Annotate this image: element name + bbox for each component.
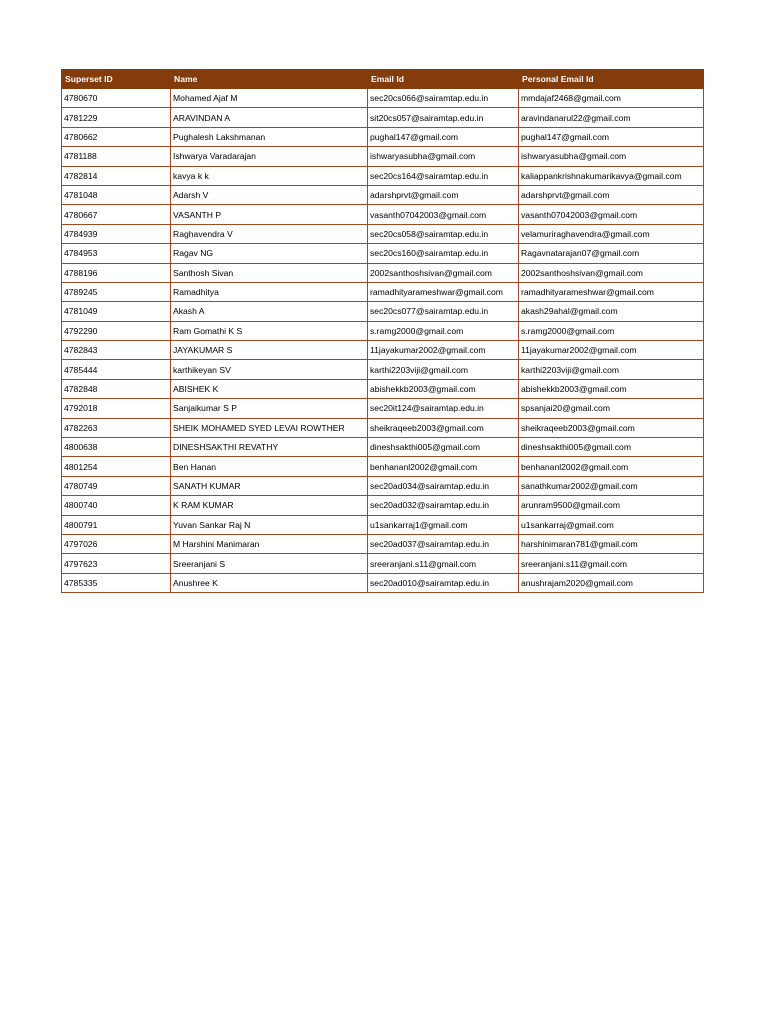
cell-email-id: sreeranjani.s11@gmail.com — [368, 554, 519, 573]
header-row — [62, 70, 704, 89]
table-row — [62, 205, 704, 224]
table-row — [62, 554, 704, 573]
cell-personal-email-id: pughal147@gmail.com — [519, 127, 704, 146]
table-row — [62, 244, 704, 263]
cell-email-id: abishekkb2003@gmail.com — [368, 379, 519, 398]
table-row — [62, 282, 704, 301]
cell-name: Akash A — [171, 302, 368, 321]
cell-personal-email-id: ishwaryasubha@gmail.com — [519, 147, 704, 166]
cell-superset-id: 4785444 — [62, 360, 171, 379]
cell-email-id: 2002santhoshsivan@gmail.com — [368, 263, 519, 282]
table-row — [62, 573, 704, 592]
table-row — [62, 457, 704, 476]
cell-superset-id: 4780667 — [62, 205, 171, 224]
cell-name: Raghavendra V — [171, 224, 368, 243]
cell-personal-email-id: adarshprvt@gmail.com — [519, 185, 704, 204]
cell-name: VASANTH P — [171, 205, 368, 224]
cell-personal-email-id: spsanjai20@gmail.com — [519, 399, 704, 418]
cell-superset-id: 4782263 — [62, 418, 171, 437]
table-row — [62, 185, 704, 204]
cell-name: K RAM KUMAR — [171, 496, 368, 515]
cell-name: Mohamed Ajaf M — [171, 89, 368, 108]
cell-email-id: sec20ad037@sairamtap.edu.in — [368, 534, 519, 553]
table-row — [62, 224, 704, 243]
cell-personal-email-id: velamuriraghavendra@gmail.com — [519, 224, 704, 243]
cell-personal-email-id: akash29ahal@gmail.com — [519, 302, 704, 321]
cell-personal-email-id: vasanth07042003@gmail.com — [519, 205, 704, 224]
cell-email-id: sec20cs077@sairamtap.edu.in — [368, 302, 519, 321]
cell-superset-id: 4784953 — [62, 244, 171, 263]
cell-name: Pughalesh Lakshmanan — [171, 127, 368, 146]
cell-name: SANATH KUMAR — [171, 476, 368, 495]
cell-name: Sreeranjani S — [171, 554, 368, 573]
cell-name: ARAVINDAN A — [171, 108, 368, 127]
cell-superset-id: 4785335 — [62, 573, 171, 592]
cell-superset-id: 4780749 — [62, 476, 171, 495]
cell-personal-email-id: ramadhityarameshwar@gmail.com — [519, 282, 704, 301]
cell-name: DINESHSAKTHI REVATHY — [171, 438, 368, 457]
cell-personal-email-id: 2002santhoshsivan@gmail.com — [519, 263, 704, 282]
cell-superset-id: 4782814 — [62, 166, 171, 185]
cell-personal-email-id: 11jayakumar2002@gmail.com — [519, 341, 704, 360]
table-row — [62, 89, 704, 108]
cell-personal-email-id: sanathkumar2002@gmail.com — [519, 476, 704, 495]
cell-personal-email-id: mmdajaf2468@gmail.com — [519, 89, 704, 108]
cell-name: Ben Hanan — [171, 457, 368, 476]
cell-personal-email-id: dineshsakthi005@gmail.com — [519, 438, 704, 457]
cell-superset-id: 4800638 — [62, 438, 171, 457]
table-row — [62, 515, 704, 534]
table-row — [62, 360, 704, 379]
cell-email-id: sec20cs058@sairamtap.edu.in — [368, 224, 519, 243]
cell-email-id: karthi2203viji@gmail.com — [368, 360, 519, 379]
cell-personal-email-id: benhananl2002@gmail.com — [519, 457, 704, 476]
cell-personal-email-id: arunram9500@gmail.com — [519, 496, 704, 515]
cell-name: SHEIK MOHAMED SYED LEVAI ROWTHER — [171, 418, 368, 437]
cell-personal-email-id: Ragavnatarajan07@gmail.com — [519, 244, 704, 263]
cell-personal-email-id: aravindanarul22@gmail.com — [519, 108, 704, 127]
cell-superset-id: 4800791 — [62, 515, 171, 534]
table-row — [62, 438, 704, 457]
cell-email-id: sec20ad032@sairamtap.edu.in — [368, 496, 519, 515]
table-row — [62, 147, 704, 166]
column-header-superset-id: Superset ID — [62, 70, 171, 89]
cell-name: Santhosh Sivan — [171, 263, 368, 282]
table-row — [62, 166, 704, 185]
cell-superset-id: 4784939 — [62, 224, 171, 243]
cell-name: Ishwarya Varadarajan — [171, 147, 368, 166]
cell-superset-id: 4800740 — [62, 496, 171, 515]
cell-name: Sanjaikumar S P — [171, 399, 368, 418]
cell-personal-email-id: u1sankarraj@gmail.com — [519, 515, 704, 534]
table-row — [62, 263, 704, 282]
cell-superset-id: 4788196 — [62, 263, 171, 282]
table-header — [62, 70, 704, 89]
table-row — [62, 534, 704, 553]
cell-personal-email-id: sheikraqeeb2003@gmail.com — [519, 418, 704, 437]
cell-email-id: sec20cs066@sairamtap.edu.in — [368, 89, 519, 108]
cell-email-id: sec20it124@sairamtap.edu.in — [368, 399, 519, 418]
cell-superset-id: 4781048 — [62, 185, 171, 204]
cell-personal-email-id: kaliappankrishnakumarikavya@gmail.com — [519, 166, 704, 185]
table-row — [62, 127, 704, 146]
column-header-email-id: Email Id — [368, 70, 519, 89]
table-row — [62, 108, 704, 127]
cell-name: Anushree K — [171, 573, 368, 592]
cell-email-id: sec20ad010@sairamtap.edu.in — [368, 573, 519, 592]
cell-name: Yuvan Sankar Raj N — [171, 515, 368, 534]
table-row — [62, 476, 704, 495]
cell-personal-email-id: sreeranjani.s11@gmail.com — [519, 554, 704, 573]
cell-personal-email-id: harshinimaran781@gmail.com — [519, 534, 704, 553]
cell-superset-id: 4797623 — [62, 554, 171, 573]
table-row — [62, 321, 704, 340]
cell-superset-id: 4792290 — [62, 321, 171, 340]
column-header-name: Name — [171, 70, 368, 89]
cell-superset-id: 4789245 — [62, 282, 171, 301]
cell-email-id: ramadhityarameshwar@gmail.com — [368, 282, 519, 301]
cell-email-id: adarshprvt@gmail.com — [368, 185, 519, 204]
table-body — [62, 89, 704, 593]
cell-name: karthikeyan SV — [171, 360, 368, 379]
cell-superset-id: 4801254 — [62, 457, 171, 476]
cell-email-id: u1sankarraj1@gmail.com — [368, 515, 519, 534]
table-row — [62, 302, 704, 321]
table-row — [62, 379, 704, 398]
cell-name: kavya k k — [171, 166, 368, 185]
cell-email-id: s.ramg2000@gmail.com — [368, 321, 519, 340]
cell-name: M Harshini Manimaran — [171, 534, 368, 553]
cell-superset-id: 4780662 — [62, 127, 171, 146]
cell-name: Ram Gomathi K S — [171, 321, 368, 340]
cell-email-id: benhananl2002@gmail.com — [368, 457, 519, 476]
cell-superset-id: 4780670 — [62, 89, 171, 108]
student-email-table — [61, 69, 704, 593]
cell-name: JAYAKUMAR S — [171, 341, 368, 360]
cell-personal-email-id: abishekkb2003@gmail.com — [519, 379, 704, 398]
table-row — [62, 399, 704, 418]
cell-superset-id: 4782848 — [62, 379, 171, 398]
cell-name: Ramadhitya — [171, 282, 368, 301]
cell-email-id: 11jayakumar2002@gmail.com — [368, 341, 519, 360]
cell-email-id: dineshsakthi005@gmail.com — [368, 438, 519, 457]
cell-superset-id: 4781229 — [62, 108, 171, 127]
column-header-personal-email-id: Personal Email Id — [519, 70, 704, 89]
cell-superset-id: 4792018 — [62, 399, 171, 418]
table-row — [62, 418, 704, 437]
cell-superset-id: 4797026 — [62, 534, 171, 553]
cell-name: Adarsh V — [171, 185, 368, 204]
table-row — [62, 341, 704, 360]
cell-email-id: sit20cs057@sairamtap.edu.in — [368, 108, 519, 127]
cell-email-id: sheikraqeeb2003@gmail.com — [368, 418, 519, 437]
cell-email-id: sec20cs164@sairamtap.edu.in — [368, 166, 519, 185]
cell-personal-email-id: anushrajam2020@gmail.com — [519, 573, 704, 592]
cell-name: ABISHEK K — [171, 379, 368, 398]
cell-superset-id: 4781049 — [62, 302, 171, 321]
cell-email-id: pughal147@gmail.com — [368, 127, 519, 146]
cell-email-id: sec20cs160@sairamtap.edu.in — [368, 244, 519, 263]
cell-superset-id: 4782843 — [62, 341, 171, 360]
cell-superset-id: 4781188 — [62, 147, 171, 166]
table-row — [62, 496, 704, 515]
cell-personal-email-id: s.ramg2000@gmail.com — [519, 321, 704, 340]
cell-email-id: sec20ad034@sairamtap.edu.in — [368, 476, 519, 495]
cell-personal-email-id: karthi2203viji@gmail.com — [519, 360, 704, 379]
cell-email-id: vasanth07042003@gmail.com — [368, 205, 519, 224]
cell-name: Ragav NG — [171, 244, 368, 263]
cell-email-id: ishwaryasubha@gmail.com — [368, 147, 519, 166]
